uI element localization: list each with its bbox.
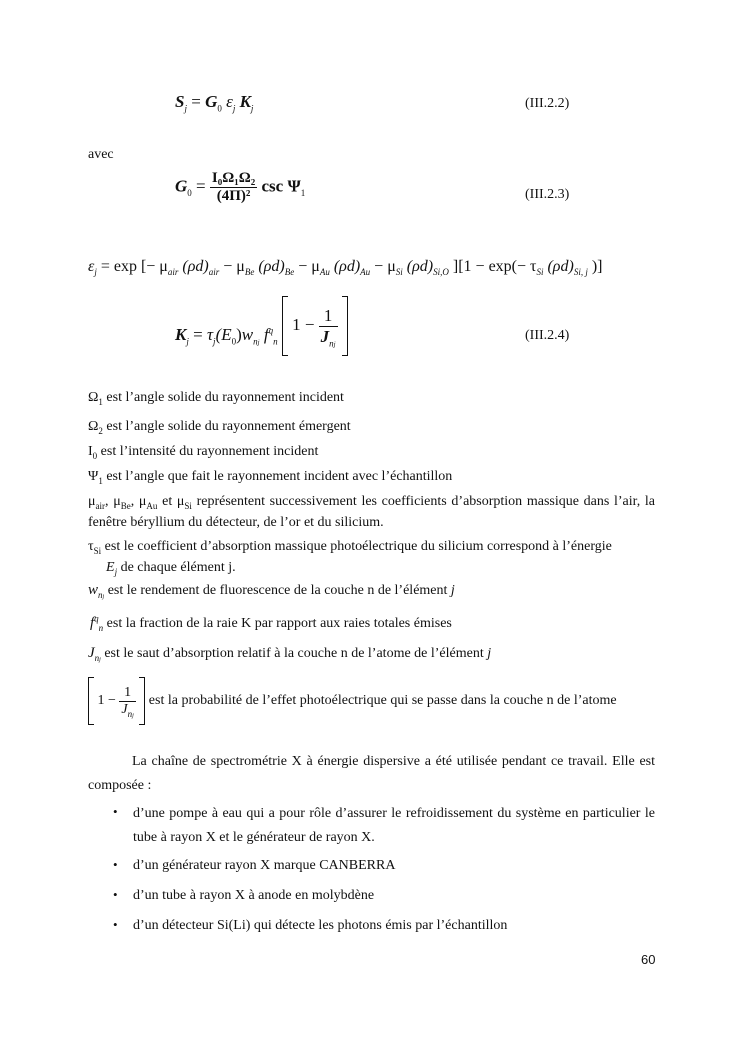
eq4-right-bracket	[342, 296, 348, 356]
eq4-f-sup: q	[268, 325, 274, 336]
tau-def-text2: de chaque élément j.	[117, 560, 236, 575]
prob-den: J	[121, 701, 128, 717]
J-def-j: j	[487, 646, 492, 661]
eq3-sij: Si, j	[573, 267, 588, 278]
def-psi1-sub: 1	[98, 475, 103, 486]
eq4-fraction	[319, 306, 338, 347]
eq4-e: (E	[215, 325, 232, 344]
mu-be: Be	[120, 500, 131, 511]
eq4-w: w	[241, 325, 254, 344]
w-def-j: j	[450, 583, 455, 598]
eq3-part9: ][1 − exp(− τ	[448, 258, 537, 275]
eq3-part6: (ρd)	[329, 258, 361, 275]
equation-number-2-4: (III.2.4)	[525, 328, 570, 343]
eq2-fraction	[210, 170, 257, 205]
def-omega1-sub: 1	[98, 396, 103, 407]
tau-sym: τ	[88, 539, 94, 554]
eq1-k-sub: j	[250, 103, 254, 114]
eq1-eps-sub: j	[232, 103, 236, 114]
def-omega1	[88, 390, 344, 406]
mu-sep1: ,	[105, 494, 114, 509]
eq1-g-sub: 0	[217, 103, 222, 114]
tau-def-text1: est le coefficient d’absorption massique photoélectrique du silicium correspond à l’énergie	[101, 539, 612, 554]
def-i0-sym: I	[88, 444, 93, 459]
def-omega2-text: est l’angle solide du rayonnement émergent	[102, 419, 351, 434]
prob-num: 1	[119, 685, 135, 702]
J-sub: n	[94, 652, 100, 663]
intro-paragraph: La chaîne de spectrométrie X à énergie dispersive a été utilisée pendant ce travail. Elle est composée :	[88, 754, 655, 793]
eq4-frac-den-subsub: j	[333, 339, 336, 348]
w-sub: n	[98, 589, 103, 600]
eq4-frac-den: J	[320, 326, 330, 346]
eq3-eps-sub: j	[94, 267, 97, 278]
eq4-e-close: )	[236, 325, 242, 344]
mu-si: Si	[184, 500, 192, 511]
eq3-sio: Si,O	[433, 267, 449, 278]
f-sub: n	[98, 622, 104, 633]
eq4-e-sub: 0	[231, 336, 237, 347]
eq4-left-bracket	[282, 296, 288, 356]
bullet-1-marker: •	[113, 804, 118, 819]
eq3-be2: Be	[284, 267, 295, 278]
eq4-w-subsub: j	[257, 338, 260, 347]
equation-number-2-3: (III.2.3)	[525, 187, 570, 202]
eq3-si: Si	[395, 267, 403, 278]
eq3-part8: (ρd)	[402, 258, 434, 275]
mu-sep3: et	[157, 494, 177, 509]
mu-sym-4: μ	[176, 494, 185, 509]
mu-sep2: ,	[130, 494, 139, 509]
eq3-part10: (ρd)	[543, 258, 574, 275]
tau-si: Si	[93, 545, 102, 556]
def-mu	[88, 491, 655, 533]
def-f	[90, 615, 452, 632]
eq4-frac-den-sub: n	[329, 337, 334, 348]
prob-den-sub: n	[127, 708, 133, 719]
mu-sym-3: μ	[138, 494, 147, 509]
eq4-one: 1 −	[292, 314, 315, 334]
eq3-part7: − μ	[370, 258, 396, 275]
eq3-au: Au	[319, 267, 330, 278]
eq4-tau: τ	[206, 325, 214, 344]
eq3-part1: = exp [− μ	[96, 258, 168, 275]
eq4-lhs-sub: j	[186, 336, 189, 347]
eq2-csc-sub: 1	[300, 187, 306, 198]
eq3-part4: (ρd)	[254, 258, 285, 275]
bullet-2-text: d’un générateur rayon X marque CANBERRA	[133, 858, 396, 873]
bullet-3-marker: •	[113, 887, 118, 902]
bullet-2-marker: •	[113, 857, 118, 872]
eq3-be: Be	[244, 267, 255, 278]
def-i0-text: est l’intensité du rayonnement incident	[97, 444, 319, 459]
def-psi1-sym: Ψ	[88, 469, 99, 484]
equation-2-4	[175, 296, 348, 358]
bullet-4-text: d’un détecteur Si(Li) qui détecte les photons émis par l’échantillon	[133, 918, 508, 933]
def-omega2-sub: 2	[98, 425, 103, 436]
eq2-csc: csc Ψ	[261, 176, 301, 196]
prob-one: 1 −	[97, 693, 116, 709]
eq1-g: G	[205, 92, 218, 111]
prob-def-text: est la probabilité de l’effet photoélectrique qui se passe dans la couche n de l’atome	[148, 693, 617, 708]
eq4-f: f	[263, 325, 269, 344]
w-sym: w	[88, 582, 99, 598]
def-J	[88, 645, 491, 662]
equation-number-2-2: (III.2.2)	[525, 96, 570, 111]
eq4-f-sub: n	[273, 336, 278, 347]
eq4-tau-sub: j	[213, 336, 216, 347]
mu-air: air	[95, 500, 106, 511]
mu-sym-1: μ	[88, 494, 96, 509]
prob-left-bracket	[88, 677, 94, 725]
def-omega1-text: est l’angle solide du rayonnement incident	[102, 390, 344, 405]
equation-2-3	[175, 170, 305, 205]
eq3-part11: )]	[587, 258, 603, 275]
eq3-part5: − μ	[294, 258, 320, 275]
eq4-w-sub: n	[253, 336, 258, 347]
eq1-lhs-sub: j	[184, 103, 187, 114]
prob-den-subsub: j	[132, 712, 134, 719]
prob-fraction	[119, 685, 135, 718]
eq3-part2: (ρd)	[178, 258, 209, 275]
def-psi1	[88, 469, 452, 485]
eq3-air: air	[167, 267, 179, 278]
f-sup: q	[94, 613, 99, 624]
eq3-part3: − μ	[219, 258, 245, 275]
mu-sym-2: μ	[113, 494, 121, 509]
mu-au: Au	[146, 500, 158, 511]
f-sym: f	[90, 615, 95, 631]
f-def-text: est la fraction de la raie K par rapport aux raies totales émises	[106, 616, 452, 631]
def-omega2	[88, 419, 351, 435]
def-i0-sub: 0	[92, 450, 98, 461]
def-omega1-sym: Ω	[88, 390, 99, 405]
equation-epsilon	[88, 258, 602, 276]
eq2-lhs: G	[175, 176, 188, 196]
bullet-1-text: d’une pompe à eau qui a pour rôle d’assurer le refroidissement du système en particulier le tube à rayon X et le générateur de rayon X.	[133, 806, 655, 845]
J-sym: J	[88, 645, 95, 661]
eq1-eps: ε	[226, 92, 233, 111]
eq4-equals: =	[193, 325, 203, 344]
eq3-si2: Si	[536, 267, 544, 278]
def-tau	[88, 536, 655, 578]
def-prob	[88, 677, 617, 727]
def-psi1-text: est l’angle que fait le rayonnement incident avec l’échantillon	[102, 469, 453, 484]
eq4-lhs: K	[175, 325, 187, 344]
equation-2-2	[175, 92, 253, 112]
mu-def-text: représentent successivement les coefficients d’absorption massique dans l’air, la fenêtre béryllium du détecteur, de l’or et du silicium.	[88, 494, 656, 530]
eq1-equals: =	[191, 92, 201, 111]
eq2-numerator: I₀Ω₁Ω₂	[211, 170, 256, 186]
def-i0	[88, 444, 318, 460]
bullet-4-marker: •	[113, 917, 118, 932]
eq1-k: K	[239, 92, 251, 111]
tau-e-sub: j	[114, 566, 118, 577]
eq3-eps: ε	[88, 258, 95, 275]
tau-e: E	[106, 560, 115, 575]
eq2-lhs-sub: 0	[187, 187, 192, 198]
def-omega2-sym: Ω	[88, 419, 99, 434]
eq2-equals: =	[196, 176, 206, 196]
eq1-lhs: S	[175, 92, 185, 111]
J-def-text: est le saut d’absorption relatif à la couche n de l’atome de l’élément	[104, 646, 488, 661]
J-subsub: j	[99, 656, 101, 663]
def-w	[88, 582, 455, 599]
page-number: 60	[641, 952, 656, 967]
avec-label: avec	[88, 147, 114, 162]
w-subsub: j	[102, 593, 105, 600]
eq2-denominator: (4Π)²	[216, 188, 251, 204]
bullet-3-text: d’un tube à rayon X à anode en molybdène	[133, 888, 375, 903]
prob-right-bracket	[139, 677, 145, 725]
eq4-frac-num: 1	[319, 306, 338, 327]
eq3-au2: Au	[360, 267, 371, 278]
w-def-text: est le rendement de fluorescence de la couche n de l’élément	[107, 583, 451, 598]
eq3-air2: air	[208, 267, 220, 278]
